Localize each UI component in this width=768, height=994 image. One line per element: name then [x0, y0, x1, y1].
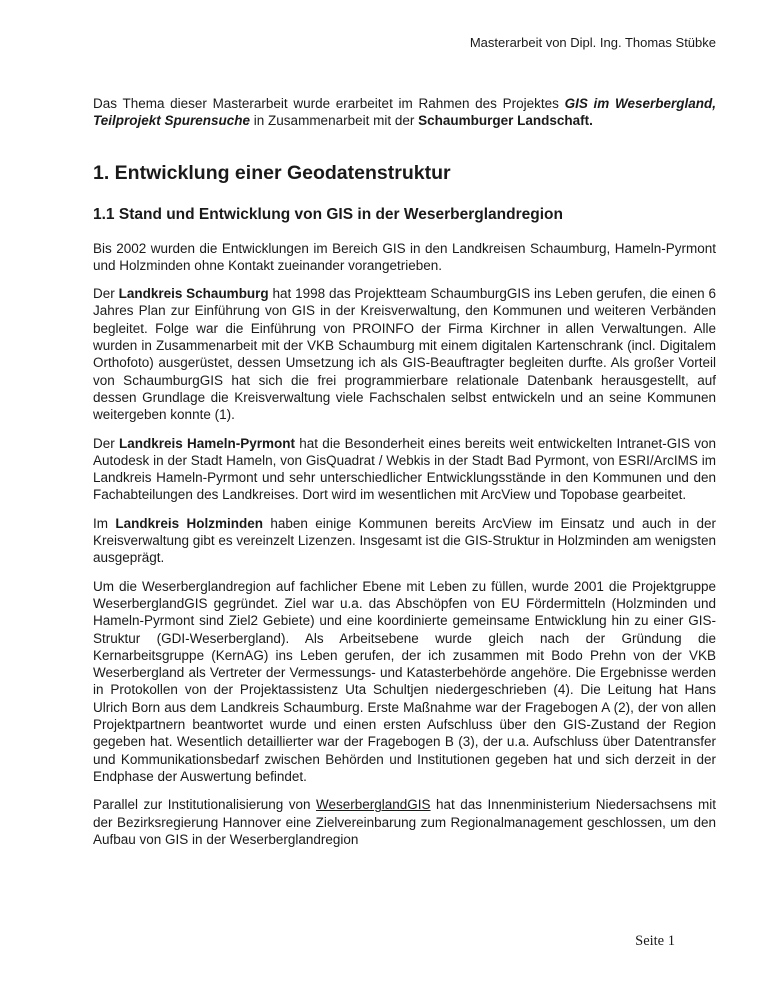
paragraph-intro: [93, 95, 716, 130]
paragraph-landkreis-schaumburg: [93, 285, 716, 423]
text-run: WeserberglandGIS: [315, 797, 431, 813]
text-run: Landkreis Hameln-Pyrmont: [119, 435, 296, 451]
text-run: hat die Besonderheit eines bereits weit entwickelten Intranet-GIS von Autodesk in der Stadt Hameln, von GisQuadrat / Webkis in der Stadt Bad Pyrmont, von ESRI/ArcIMS im Landkreis Hameln-Pyrmont und sehr unterschiedlicher Entwicklungsstände in den Kommunen und den Fachabteilungen des Landkreises. Dort wird im wesentlichen mit ArcView und Topobase gearbeitet.: [93, 435, 716, 503]
text-run: Der: [93, 286, 119, 302]
paragraph-weserberglandgis: [93, 578, 716, 786]
document-body: [93, 95, 716, 848]
text-run: Schaumburger Landschaft.: [418, 113, 593, 129]
paragraph-parallel-institutionalisierung: [93, 796, 716, 848]
subsection-heading: 1.1 Stand und Entwicklung von GIS in der Weserberglandregion: [93, 205, 563, 223]
text-run: Landkreis Schaumburg: [118, 286, 269, 302]
paragraph-bis-2002: [93, 240, 716, 275]
text-run: Parallel zur Institutionalisierung von: [93, 797, 316, 813]
text-run: Um die Weserberglandregion auf fachlicher Ebene mit Leben zu füllen, wurde 2001 die Projektgruppe WeserberglandGIS gegründet. Ziel war u.a. das Abschöpfen von EU Fördermitteln (Holzminden und Hameln-Pyrmont sind Ziel2 Gebiete) und eine koordinierte gemeinsame Entwicklung hin zu einer GIS-Struktur (GDI-Weserbergland). Als Arbeitsebene wurde gleich nach der Gründung die Kernarbeitsgruppe (KernAG) ins Leben gerufen, der ich zusammen mit Bodo Prehn von der VKB Weserbergland als Vertreter der Vermessungs- und Katasterbehörde angehöre. Die Ergebnisse werden in Protokollen von der Projektassistenz Uta Schultjen niedergeschrieben (4). Die Leitung hat Hans Ulrich Born aus dem Landkreis Schaumburg. Erste Maßnahme war der Fragebogen A (2), der von allen Projektpartnern beantwortet wurde und einen ersten Aufschluss über den GIS-Zustand der Region gegeben hat. Wesentlich detaillierter war der Fragebogen B (3), der u.a. Aufschluss über Datentransfer und Kommunikationsbedarf zwischen Behörden und Institutionen gegeben hat und sich derzeit in der Endphase der Auswertung befindet.: [93, 578, 716, 784]
paragraph-landkreis-hameln-pyrmont: [93, 435, 716, 504]
page-header-text: Masterarbeit von Dipl. Ing. Thomas Stübke: [469, 35, 716, 50]
paragraph-landkreis-holzminden: [93, 515, 716, 567]
text-run: Im: [93, 515, 116, 531]
text-run: Landkreis Holzminden: [115, 515, 264, 531]
text-run: in Zusammenarbeit mit der: [250, 113, 419, 129]
text-run: hat das Innenministerium Niedersachsens mit der Bezirksregierung Hannover eine Zielvereinbarung zum Regionalmanagement geschlossen, um den Aufbau von GIS in der Weserberglandregion: [93, 797, 716, 847]
page-footer-text: Seite 1: [635, 933, 675, 949]
text-run: hat 1998 das Projektteam SchaumburgGIS ins Leben gerufen, die einen 6 Jahres Plan zur Einführung von GIS in der Kreisverwaltung, den Kommunen und weiteren Verbänden begleitet. Folge war die Einführung von PROINFO der Firma Kirchner in allen Verwaltungen. Alle wurden in Zusammenarbeit mit der VKB Schaumburg mit einem digitalen Kartenschrank (incl. Digitalem Orthofoto) ausgerüstet, dessen Umsetzung ich als GIS-Beauftragter begleiten durfte. Als großer Vorteil von SchaumburgGIS hat sich die frei programmierbare relationale Datenbank herausgestellt, auf dessen Grundlage die Kreisverwaltung viele Fachschalen selbst entwickeln und an seine Kommunen weitergeben konnte (1).: [93, 286, 716, 423]
section-heading: 1. Entwicklung einer Geodatenstruktur: [93, 161, 451, 184]
text-run: Das Thema dieser Masterarbeit wurde erarbeitet im Rahmen des Projektes: [93, 96, 565, 111]
text-run: Der: [93, 435, 119, 451]
text-run: GIS im Weserbergland, Teilprojekt Spurensuche: [93, 96, 716, 129]
text-run: haben einige Kommunen bereits ArcView im Einsatz und auch in der Kreisverwaltung gibt es vereinzelt Lizenzen. Insgesamt ist die GIS-Struktur in Holzminden am wenigsten ausgeprägt.: [93, 515, 716, 566]
text-run: Bis 2002 wurden die Entwicklungen im Bereich GIS in den Landkreisen Schaumburg, Hameln-Pyrmont und Holzminden ohne Kontakt zueinander vorangetrieben.: [93, 240, 716, 273]
